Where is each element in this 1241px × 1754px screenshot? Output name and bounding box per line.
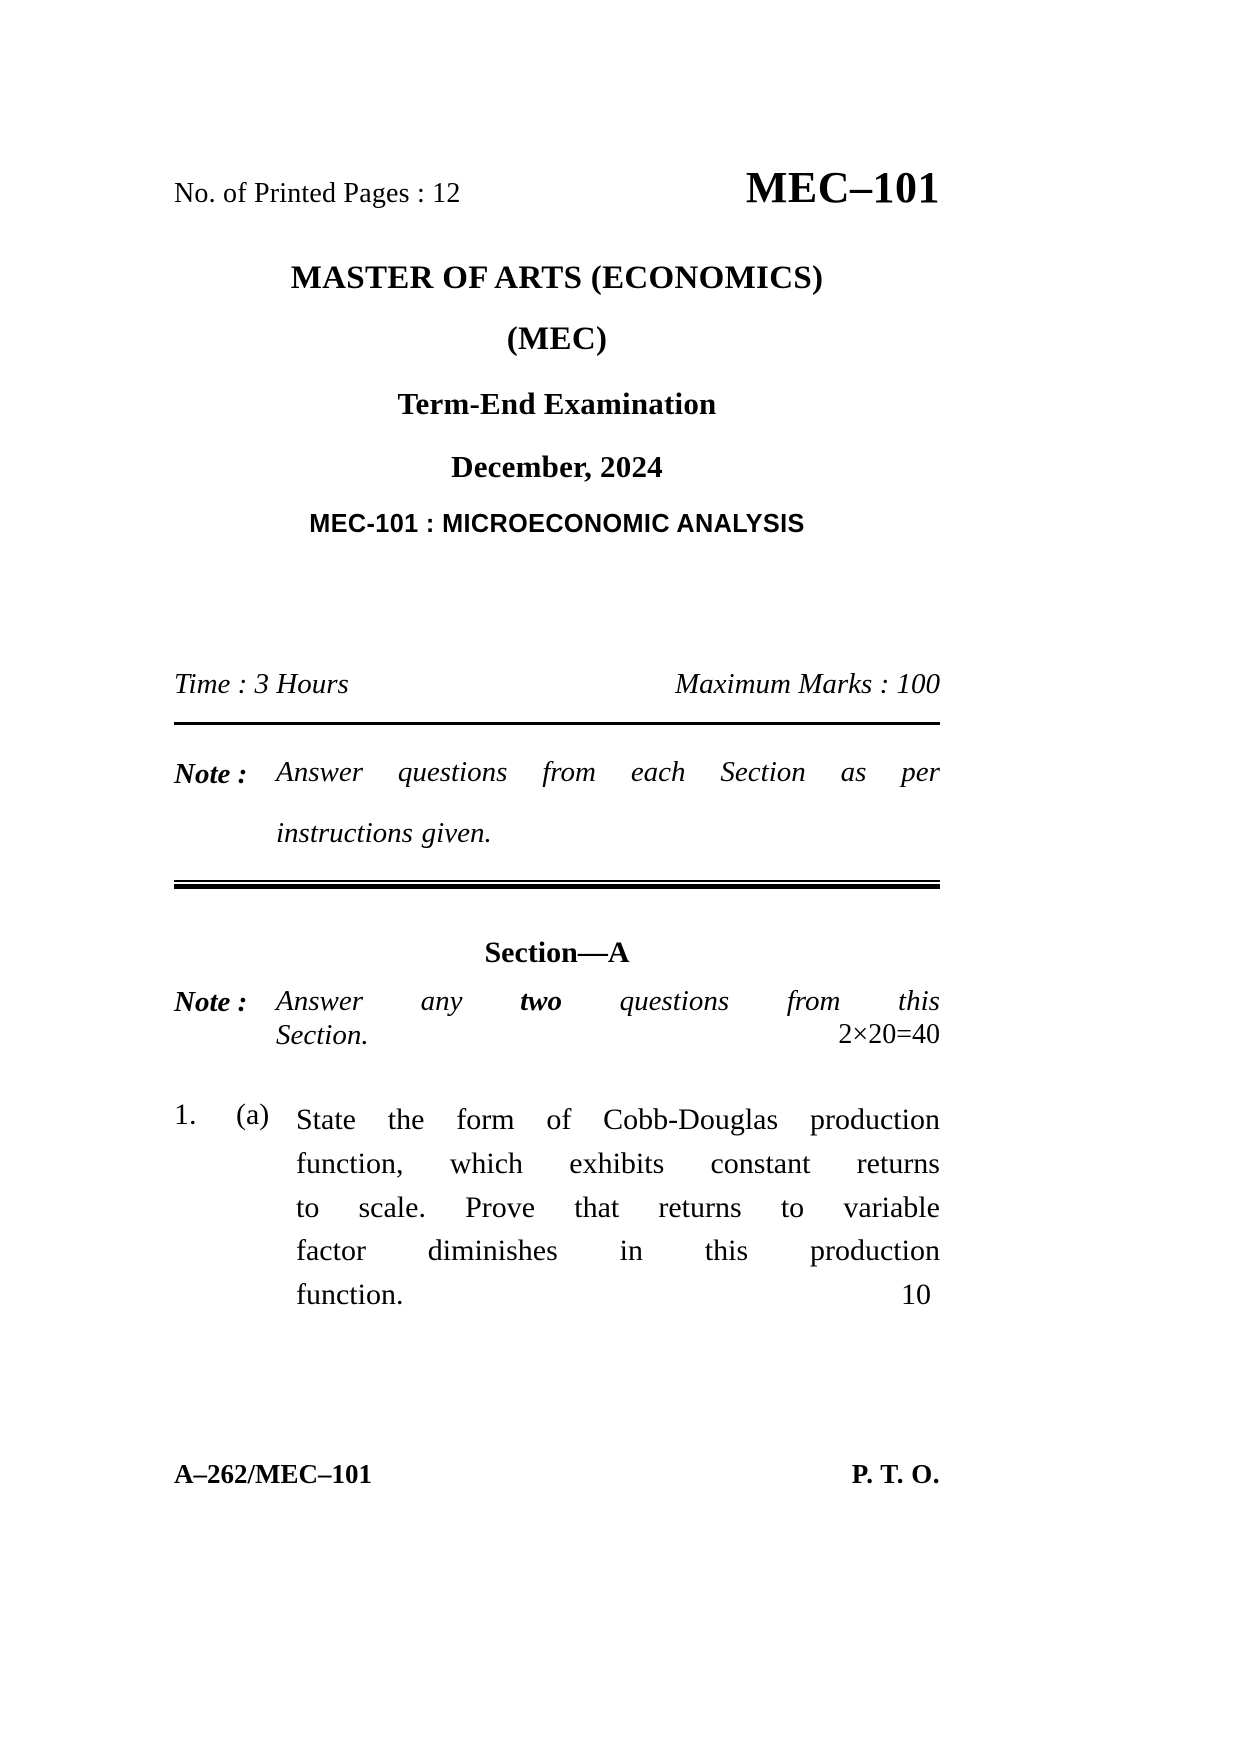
question-text-line bbox=[296, 1186, 940, 1230]
section-a-note-label: Note : bbox=[174, 986, 248, 1018]
question-word: returns bbox=[856, 1146, 940, 1180]
question-word: function, bbox=[296, 1146, 404, 1180]
question-word: production bbox=[809, 1234, 940, 1268]
program-title: MASTER OF ARTS (ECONOMICS) bbox=[290, 260, 824, 296]
question-text-line bbox=[296, 1098, 940, 1142]
note-word-emphasis: two bbox=[520, 985, 562, 1017]
page-footer bbox=[174, 1459, 940, 1499]
question-word: State bbox=[296, 1103, 356, 1136]
question-last-line bbox=[296, 1273, 940, 1317]
section-a-marks: 2×20=40 bbox=[838, 1020, 940, 1051]
page-header bbox=[174, 163, 940, 224]
question-word: to bbox=[780, 1190, 805, 1224]
note-word: questions bbox=[397, 756, 508, 788]
divider-thin-line bbox=[174, 880, 940, 882]
question-text-line bbox=[296, 1229, 940, 1273]
divider-rule-double bbox=[174, 880, 940, 888]
note-word: Answer bbox=[276, 985, 363, 1017]
question-word: diminishes bbox=[427, 1234, 558, 1268]
question-word: form bbox=[456, 1103, 515, 1136]
question-word: of bbox=[546, 1103, 572, 1136]
program-abbreviation: (MEC) bbox=[506, 321, 608, 357]
general-note-line-2 bbox=[276, 819, 940, 848]
subject-title: MEC-101 : MICROECONOMIC ANALYSIS bbox=[309, 508, 805, 538]
footer-paper-ref: A–262/MEC–101 bbox=[174, 1459, 372, 1489]
note-word: questions bbox=[619, 985, 730, 1017]
question-word: factor bbox=[296, 1234, 366, 1268]
question-word: this bbox=[704, 1234, 749, 1268]
note-word: Answer bbox=[276, 756, 363, 788]
general-note-label: Note : bbox=[174, 758, 248, 790]
question-word: function. bbox=[296, 1278, 404, 1312]
question-word: variable bbox=[843, 1190, 940, 1224]
question-sub-label: (a) bbox=[236, 1098, 270, 1131]
question-word: to bbox=[296, 1190, 320, 1224]
question-marks: 10 bbox=[901, 1278, 931, 1312]
section-a-note-line-1 bbox=[276, 986, 940, 1016]
question-word: that bbox=[574, 1190, 620, 1224]
divider-rule-top bbox=[174, 722, 940, 725]
question-word: exhibits bbox=[569, 1146, 665, 1180]
note-word: given. bbox=[421, 817, 492, 849]
question-word: production bbox=[809, 1103, 940, 1136]
note-word: from bbox=[786, 985, 841, 1017]
note-word: Section. bbox=[276, 1020, 369, 1051]
exam-meta-row bbox=[174, 668, 940, 706]
question-text-line bbox=[296, 1142, 940, 1186]
note-word: this bbox=[898, 985, 940, 1017]
general-note bbox=[174, 758, 940, 848]
note-word: per bbox=[901, 756, 940, 788]
note-word: Section bbox=[720, 756, 806, 788]
title-block bbox=[174, 262, 940, 536]
examination-session: December, 2024 bbox=[451, 449, 663, 484]
section-a-heading: Section—A bbox=[484, 936, 630, 969]
note-word: any bbox=[420, 985, 463, 1017]
question-word: the bbox=[387, 1103, 425, 1136]
question-word: Cobb-Douglas bbox=[603, 1103, 779, 1136]
note-word: each bbox=[630, 756, 686, 788]
exam-paper-page bbox=[174, 0, 940, 1754]
general-note-line-1 bbox=[276, 758, 940, 787]
question-word: returns bbox=[658, 1190, 742, 1224]
question-word: scale. bbox=[358, 1190, 426, 1224]
divider-thick-line bbox=[174, 884, 940, 889]
note-word: from bbox=[542, 756, 596, 788]
question-word: in bbox=[619, 1234, 643, 1268]
paper-code: MEC–101 bbox=[745, 163, 940, 212]
footer-pto: P. T. O. bbox=[851, 1459, 940, 1489]
section-a-note bbox=[174, 986, 940, 1051]
note-word: instructions bbox=[276, 817, 413, 849]
exam-maximum-marks: Maximum Marks : 100 bbox=[675, 668, 940, 700]
question-number: 1. bbox=[174, 1098, 197, 1131]
section-a-note-line-2 bbox=[276, 1020, 940, 1050]
question-word: constant bbox=[710, 1146, 811, 1180]
question-word: Prove bbox=[465, 1190, 536, 1224]
printed-pages-label: No. of Printed Pages : 12 bbox=[174, 178, 461, 209]
examination-type: Term-End Examination bbox=[397, 386, 717, 421]
exam-duration: Time : 3 Hours bbox=[174, 668, 349, 700]
question-1a bbox=[174, 1098, 940, 1317]
question-word: which bbox=[449, 1146, 524, 1180]
note-word: as bbox=[840, 756, 867, 788]
